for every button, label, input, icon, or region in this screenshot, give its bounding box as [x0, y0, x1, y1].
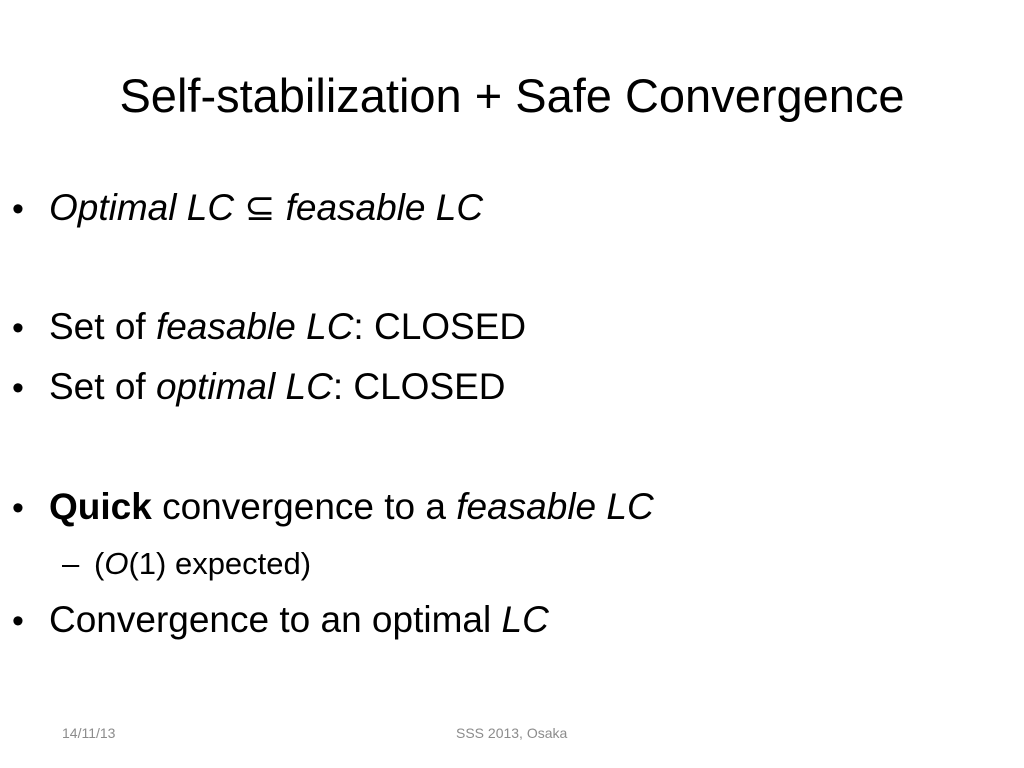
- feasable-lc-text: feasable LC: [285, 187, 484, 228]
- bullet-term: feasable LC: [155, 306, 354, 347]
- bullet-dot: •: [12, 309, 24, 347]
- bullet-dot: •: [12, 369, 24, 407]
- sub-rest: (1) expected): [128, 546, 312, 581]
- bullet-suffix: : CLOSED: [353, 306, 527, 347]
- bullet-prefix: Set of: [49, 306, 156, 347]
- sub-open-paren: (: [94, 546, 105, 581]
- bullet-optimal-closed: [12, 364, 506, 411]
- sub-bullet-dash: –: [62, 546, 80, 581]
- bullet-feasable-closed: [12, 304, 526, 351]
- bullet-term: optimal LC: [155, 366, 333, 407]
- bullet-dot: •: [12, 190, 24, 228]
- bullet-quick-convergence: [12, 484, 654, 531]
- sub-bullet-expected: [62, 544, 311, 584]
- sub-big-o: O: [104, 546, 129, 581]
- footer-date: 14/11/13: [62, 725, 116, 741]
- bullet-optimal-subset-feasable: [12, 185, 483, 232]
- bullet-prefix: Convergence to an optimal: [49, 599, 502, 640]
- bullet-middle: convergence to a: [151, 486, 457, 527]
- optimal-lc-text: Optimal LC: [49, 187, 235, 228]
- bullet-dot: •: [12, 489, 24, 527]
- slide-title: Self-stabilization + Safe Convergence: [119, 69, 905, 122]
- footer-conference: SSS 2013, Osaka: [456, 725, 568, 741]
- bullet-term: feasable LC: [456, 486, 654, 527]
- bullet-convergence-optimal: [12, 597, 549, 644]
- bullet-suffix: : CLOSED: [332, 366, 506, 407]
- bullet-bold-word: Quick: [49, 486, 152, 527]
- bullet-prefix: Set of: [49, 366, 156, 407]
- bullet-dot: •: [12, 602, 24, 640]
- subseteq-symbol: ⊆: [234, 187, 286, 228]
- bullet-term: LC: [501, 599, 549, 640]
